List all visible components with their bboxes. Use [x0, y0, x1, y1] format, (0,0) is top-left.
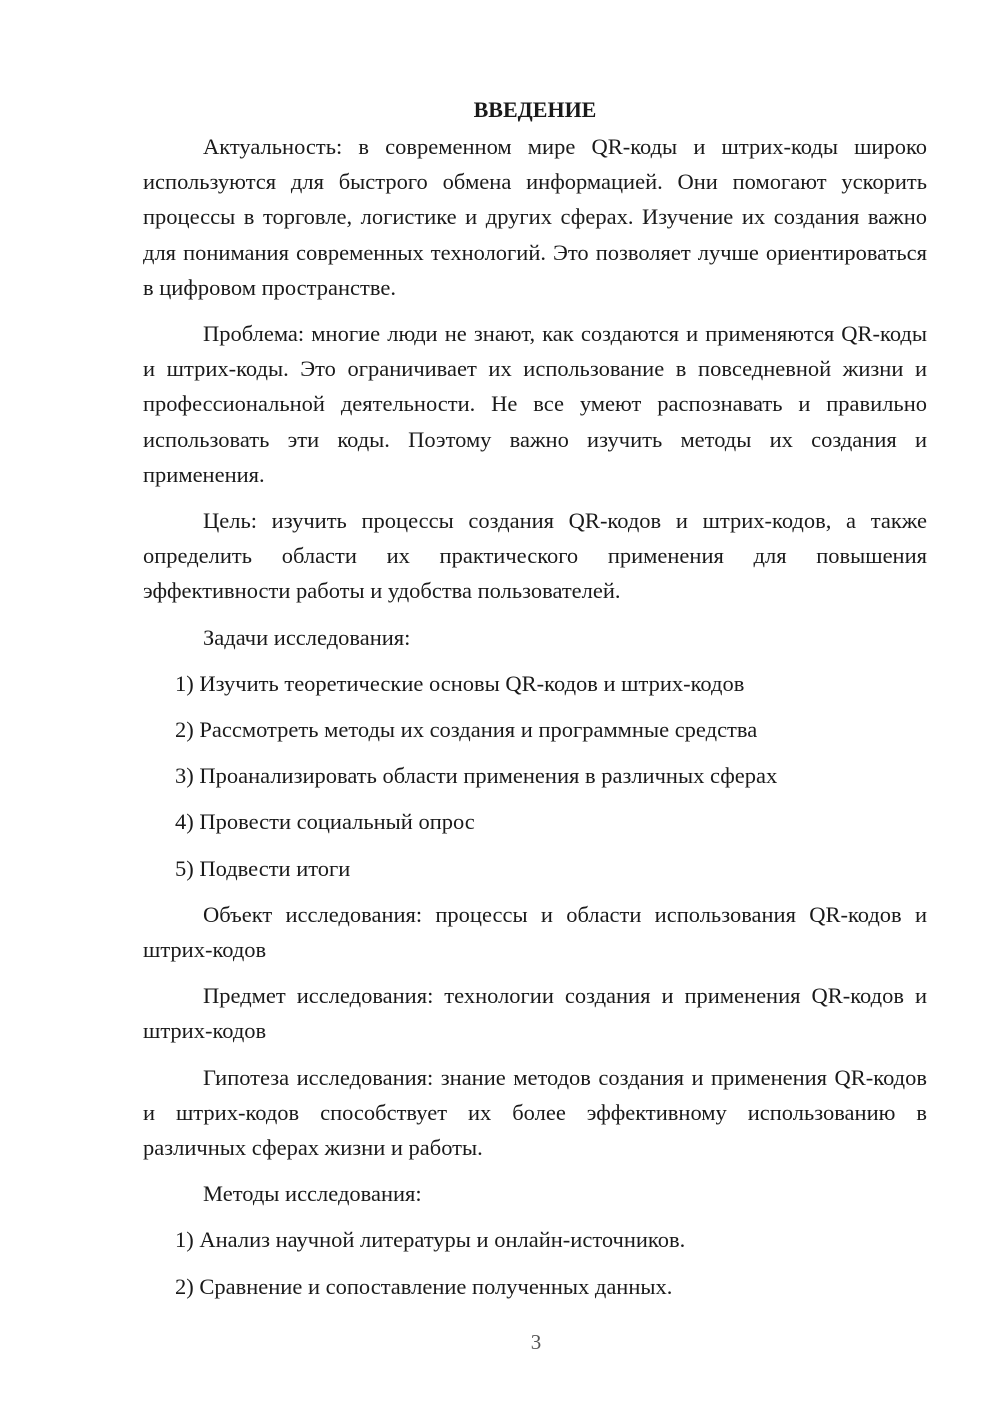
- page-title: ВВЕДЕНИЕ: [473, 97, 597, 122]
- task-item-1: 1) Изучить теоретические основы QR-кодов и штрих-кодов: [175, 670, 745, 696]
- goal-paragraph: Цель: изучить процессы создания QR-кодов и штрих-кодов, а также определить области их практического применения для повышения эффективности работы и удобства пользователей.: [143, 508, 927, 604]
- subject-paragraph: Предмет исследования: технологии создания и применения QR-кодов и штрих-кодов: [143, 983, 927, 1044]
- method-item-2: 2) Сравнение и сопоставление полученных данных.: [175, 1273, 673, 1299]
- method-item-1: 1) Анализ научной литературы и онлайн-источников.: [175, 1227, 686, 1253]
- methods-heading: Методы исследования:: [203, 1181, 422, 1207]
- problem-paragraph: Проблема: многие люди не знают, как создаются и применяются QR-коды и штрих-коды. Это ограничивает их использование в повседневной жизни и профессиональной деятельности. Не все умеют распознавать и правильно использовать эти коды. Поэтому важно изучить методы их создания и применения.: [143, 321, 927, 487]
- document-body: [143, 92, 927, 1315]
- page-number: 3: [530, 1330, 542, 1354]
- object-paragraph: Объект исследования: процессы и области использования QR-кодов и штрих-кодов: [143, 901, 927, 963]
- tasks-heading: Задачи исследования:: [203, 624, 411, 650]
- task-item-2: 2) Рассмотреть методы их создания и программные средства: [175, 717, 758, 743]
- hypothesis-paragraph: Гипотеза исследования: знание методов создания и применения QR-кодов и штрих-кодов способствует их более эффективному использованию в различных сферах жизни и работы.: [143, 1064, 927, 1161]
- relevance-paragraph: Актуальность: в современном мире QR-коды и штрих-коды широко используются для быстрого обмена информацией. Они помогают ускорить процессы в торговле, логистике и других сферах. Изучение их создания важно для понимания современных технологий. Это позволяет лучше ориентироваться в цифровом пространстве.: [143, 134, 927, 300]
- task-item-5: 5) Подвести итоги: [175, 855, 351, 881]
- task-item-4: 4) Провести социальный опрос: [175, 809, 475, 835]
- task-item-3: 3) Проанализировать области применения в различных сферах: [175, 763, 778, 789]
